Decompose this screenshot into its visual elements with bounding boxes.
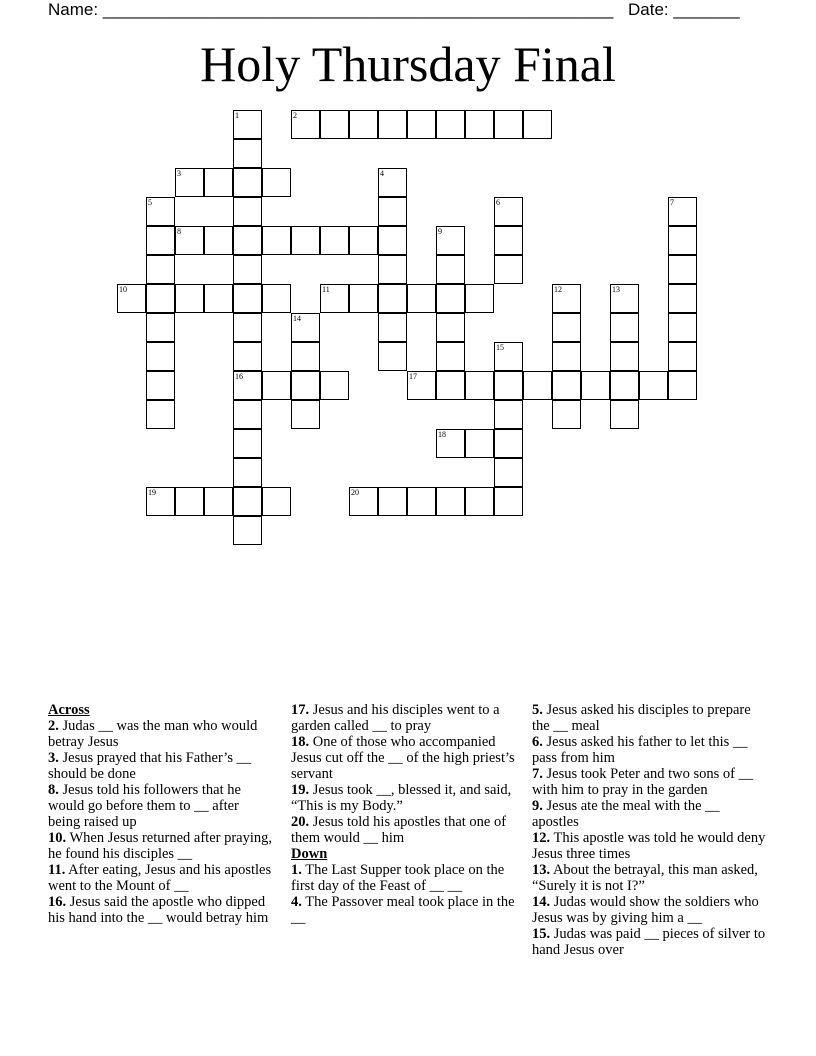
crossword-cell[interactable] — [320, 110, 349, 139]
crossword-cell[interactable] — [262, 168, 291, 197]
crossword-cell[interactable] — [378, 255, 407, 284]
clue-item-text: Jesus ate the meal with the __ apostles — [532, 798, 720, 830]
crossword-cell[interactable] — [523, 110, 552, 139]
clue-item-number: 18. — [291, 734, 310, 750]
clue-number: 20 — [351, 488, 359, 497]
crossword-cell[interactable] — [175, 168, 204, 197]
crossword-cell[interactable] — [610, 284, 639, 313]
clue-item — [48, 894, 273, 926]
crossword-cell[interactable] — [407, 110, 436, 139]
clue-item-number: 16. — [48, 894, 67, 910]
clue-number: 3 — [177, 169, 181, 178]
crossword-cell[interactable] — [378, 342, 407, 371]
clue-item-text: The Last Supper took place on the first day of the Feast of __ __ — [291, 862, 505, 894]
crossword-cell[interactable] — [378, 313, 407, 342]
crossword-cell[interactable] — [175, 226, 204, 255]
crossword-cell[interactable] — [291, 226, 320, 255]
crossword-cell[interactable] — [204, 226, 233, 255]
clue-item — [291, 734, 523, 782]
crossword-cell[interactable] — [523, 371, 552, 400]
clues-column-3 — [532, 702, 768, 958]
crossword-cell[interactable] — [494, 342, 523, 371]
crossword-cell[interactable] — [639, 371, 668, 400]
crossword-cell[interactable] — [494, 255, 523, 284]
crossword-cell[interactable] — [233, 487, 262, 516]
crossword-cell[interactable] — [117, 284, 146, 313]
clue-item-number: 1. — [291, 862, 302, 878]
crossword-cell[interactable] — [233, 458, 262, 487]
crossword-cell[interactable] — [378, 284, 407, 313]
clue-item — [532, 894, 768, 926]
crossword-cell[interactable] — [552, 313, 581, 342]
crossword-cell[interactable] — [233, 168, 262, 197]
crossword-cell[interactable] — [262, 487, 291, 516]
clue-item-text: Judas would show the soldiers who Jesus was by giving him a __ — [532, 894, 759, 926]
crossword-cell[interactable] — [610, 371, 639, 400]
clues-column-2 — [291, 702, 523, 926]
clue-item-text: Jesus said the apostle who dipped his hand into the __ would betray him — [48, 894, 269, 926]
clue-number: 1 — [235, 111, 239, 120]
crossword-cell[interactable] — [204, 168, 233, 197]
crossword-cell[interactable] — [291, 313, 320, 342]
crossword-cell[interactable] — [175, 487, 204, 516]
clue-item — [48, 830, 273, 862]
crossword-cell[interactable] — [610, 342, 639, 371]
crossword-cell[interactable] — [146, 226, 175, 255]
crossword-cell[interactable] — [378, 226, 407, 255]
crossword-cell[interactable] — [233, 429, 262, 458]
crossword-cell[interactable] — [436, 342, 465, 371]
crossword-cell[interactable] — [465, 284, 494, 313]
name-field[interactable]: Name: ______________________________________________________ — [48, 0, 614, 19]
crossword-cell[interactable] — [465, 371, 494, 400]
crossword-cell[interactable] — [436, 284, 465, 313]
crossword-cell[interactable] — [494, 110, 523, 139]
crossword-cell[interactable] — [233, 400, 262, 429]
crossword-cell[interactable] — [233, 284, 262, 313]
crossword-cell[interactable] — [494, 400, 523, 429]
crossword-cell[interactable] — [233, 197, 262, 226]
crossword-cell[interactable] — [233, 226, 262, 255]
clue-item-number: 4. — [291, 894, 302, 910]
crossword-cell[interactable] — [668, 313, 697, 342]
crossword-cell[interactable] — [204, 284, 233, 313]
clue-item-number: 13. — [532, 862, 551, 878]
clue-item — [291, 894, 523, 926]
clue-item — [291, 702, 523, 734]
clue-item-number: 8. — [48, 782, 59, 798]
crossword-cell[interactable] — [320, 371, 349, 400]
clue-number: 14 — [293, 314, 301, 323]
clue-item — [48, 750, 273, 782]
crossword-cell[interactable] — [668, 255, 697, 284]
crossword-cell[interactable] — [436, 487, 465, 516]
clue-item-text: Jesus and his disciples went to a garden called __ to pray — [291, 702, 500, 734]
crossword-cell[interactable] — [291, 342, 320, 371]
crossword-cell[interactable] — [146, 342, 175, 371]
clue-number: 15 — [496, 343, 504, 352]
clue-number: 16 — [235, 372, 243, 381]
clue-item-number: 6. — [532, 734, 543, 750]
crossword-cell[interactable] — [552, 400, 581, 429]
crossword-cell[interactable] — [262, 226, 291, 255]
crossword-cell[interactable] — [494, 197, 523, 226]
clue-item-text: Jesus prayed that his Father’s __ should be done — [48, 750, 252, 782]
crossword-cell[interactable] — [291, 371, 320, 400]
clue-item — [532, 830, 768, 862]
clue-section-heading: Down — [291, 846, 328, 862]
clue-item — [532, 702, 768, 734]
crossword-cell[interactable] — [378, 110, 407, 139]
clue-item-text: This apostle was told he would deny Jesus three times — [532, 830, 766, 862]
clue-item — [532, 862, 768, 894]
crossword-cell[interactable] — [552, 371, 581, 400]
crossword-cell[interactable] — [436, 110, 465, 139]
crossword-cell[interactable] — [146, 197, 175, 226]
crossword-cell[interactable] — [233, 342, 262, 371]
crossword-cell[interactable] — [233, 313, 262, 342]
crossword-cell[interactable] — [436, 429, 465, 458]
clue-item — [532, 926, 768, 958]
clue-item-number: 5. — [532, 702, 543, 718]
clue-number: 5 — [148, 198, 152, 207]
clues-column-1 — [48, 702, 273, 926]
crossword-cell[interactable] — [494, 371, 523, 400]
crossword-cell[interactable] — [320, 284, 349, 313]
crossword-cell[interactable] — [233, 139, 262, 168]
crossword-cell[interactable] — [349, 284, 378, 313]
crossword-cell[interactable] — [465, 487, 494, 516]
crossword-cell[interactable] — [668, 226, 697, 255]
crossword-cell[interactable] — [146, 313, 175, 342]
crossword-cell[interactable] — [436, 313, 465, 342]
crossword-cell[interactable] — [233, 371, 262, 400]
crossword-cell[interactable] — [233, 255, 262, 284]
crossword-cell[interactable] — [146, 400, 175, 429]
clue-item — [532, 766, 768, 798]
crossword-cell[interactable] — [668, 197, 697, 226]
clue-item — [48, 862, 273, 894]
clue-number: 4 — [380, 169, 384, 178]
clue-item — [291, 782, 523, 814]
clue-item-number: 14. — [532, 894, 551, 910]
clue-item-text: One of those who accompanied Jesus cut off the __ of the high priest’s servant — [291, 734, 515, 782]
clue-item — [291, 862, 523, 894]
clue-item-text: The Passover meal took place in the __ — [291, 894, 515, 926]
crossword-cell[interactable] — [378, 197, 407, 226]
crossword-cell[interactable] — [436, 226, 465, 255]
clue-item-text: Jesus asked his disciples to prepare the __ meal — [532, 702, 751, 734]
crossword-cell[interactable] — [262, 371, 291, 400]
clue-item-number: 19. — [291, 782, 310, 798]
crossword-cell[interactable] — [320, 226, 349, 255]
clue-item-text: Jesus told his followers that he would go before them to __ after being raised up — [48, 782, 241, 830]
crossword-cell[interactable] — [146, 371, 175, 400]
crossword-cell[interactable] — [233, 516, 262, 545]
clue-number: 10 — [119, 285, 127, 294]
clue-item — [48, 782, 273, 830]
clue-item-text: After eating, Jesus and his apostles went to the Mount of __ — [48, 862, 272, 894]
page-title: Holy Thursday Final — [200, 36, 616, 92]
crossword-cell[interactable] — [407, 487, 436, 516]
clue-item-number: 2. — [48, 718, 59, 734]
crossword-cell[interactable] — [262, 284, 291, 313]
clue-item-number: 10. — [48, 830, 67, 846]
clue-item-text: When Jesus returned after praying, he found his disciples __ — [48, 830, 273, 862]
crossword-cell[interactable] — [233, 110, 262, 139]
crossword-cell[interactable] — [494, 487, 523, 516]
crossword-cell[interactable] — [668, 342, 697, 371]
crossword-cell[interactable] — [146, 255, 175, 284]
clue-number: 13 — [612, 285, 620, 294]
date-field[interactable]: Date: _______ — [628, 0, 740, 19]
crossword-cell[interactable] — [291, 400, 320, 429]
crossword-cell[interactable] — [349, 487, 378, 516]
crossword-cell[interactable] — [204, 487, 233, 516]
crossword-cell[interactable] — [146, 487, 175, 516]
crossword-cell[interactable] — [378, 487, 407, 516]
clue-item-number: 7. — [532, 766, 543, 782]
clue-item-number: 20. — [291, 814, 310, 830]
crossword-cell[interactable] — [175, 284, 204, 313]
clue-number: 2 — [293, 111, 297, 120]
crossword-cell[interactable] — [465, 429, 494, 458]
clue-item-text: Judas __ was the man who would betray Jesus — [48, 718, 258, 750]
clue-item-number: 9. — [532, 798, 543, 814]
crossword-cell[interactable] — [552, 284, 581, 313]
clue-section-heading: Across — [48, 702, 90, 718]
clue-number: 6 — [496, 198, 500, 207]
crossword-cell[interactable] — [552, 342, 581, 371]
crossword-cell[interactable] — [436, 371, 465, 400]
clue-item — [48, 718, 273, 750]
crossword-cell[interactable] — [407, 371, 436, 400]
crossword-cell[interactable] — [668, 284, 697, 313]
clue-item-number: 15. — [532, 926, 551, 942]
clue-number: 9 — [438, 227, 442, 236]
clue-item — [532, 734, 768, 766]
clue-number: 11 — [322, 285, 330, 294]
crossword-cell[interactable] — [581, 371, 610, 400]
crossword-cell[interactable] — [146, 284, 175, 313]
clue-item-text: About the betrayal, this man asked, “Surely it is not I?” — [532, 862, 758, 894]
clue-item-text: Jesus took Peter and two sons of __ with him to pray in the garden — [532, 766, 754, 798]
crossword-cell[interactable] — [494, 458, 523, 487]
clue-item-number: 17. — [291, 702, 310, 718]
clue-item — [291, 814, 523, 846]
clue-number: 8 — [177, 227, 181, 236]
crossword-cell[interactable] — [407, 284, 436, 313]
crossword-cell[interactable] — [610, 400, 639, 429]
crossword-cell[interactable] — [436, 255, 465, 284]
crossword-cell[interactable] — [494, 226, 523, 255]
clue-item-text: Jesus took __, blessed it, and said, “This is my Body.” — [291, 782, 512, 814]
clue-number: 18 — [438, 430, 446, 439]
crossword-cell[interactable] — [465, 110, 494, 139]
clue-item-number: 12. — [532, 830, 551, 846]
clue-item-text: Jesus asked his father to let this __ pass from him — [532, 734, 748, 766]
clue-number: 19 — [148, 488, 156, 497]
clue-item-text: Jesus told his apostles that one of them would __ him — [291, 814, 507, 846]
crossword-cell[interactable] — [668, 371, 697, 400]
clue-item-number: 3. — [48, 750, 59, 766]
crossword-cell[interactable] — [349, 110, 378, 139]
crossword-cell[interactable] — [349, 226, 378, 255]
crossword-cell[interactable] — [291, 110, 320, 139]
crossword-cell[interactable] — [610, 313, 639, 342]
crossword-cell[interactable] — [494, 429, 523, 458]
clue-item-text: Judas was paid __ pieces of silver to hand Jesus over — [532, 926, 766, 958]
clue-item — [532, 798, 768, 830]
clue-item-number: 11. — [48, 862, 66, 878]
clue-number: 7 — [670, 198, 674, 207]
clue-number: 17 — [409, 372, 417, 381]
crossword-cell[interactable] — [378, 168, 407, 197]
clue-number: 12 — [554, 285, 562, 294]
